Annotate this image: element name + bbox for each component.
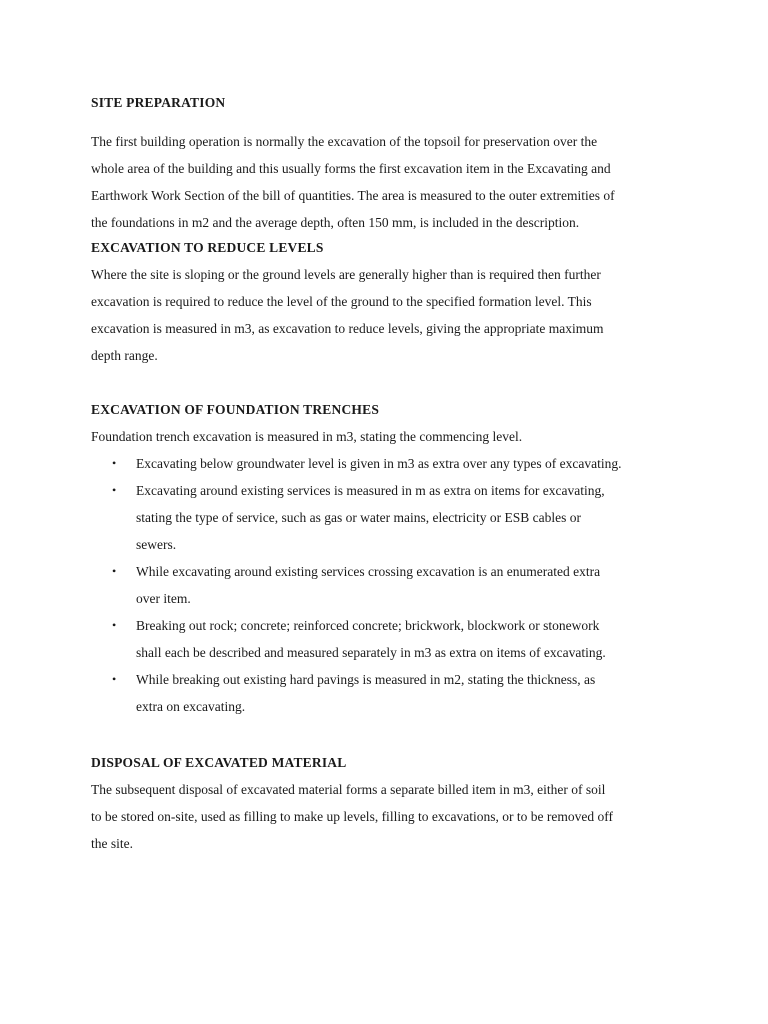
- text-line: excavation is measured in m3, as excavation to reduce levels, giving the appropriate maximum: [91, 321, 604, 336]
- paragraph-foundation-trenches-intro: [91, 423, 522, 450]
- list-item: [91, 450, 691, 477]
- text-line: the site.: [91, 836, 133, 851]
- text-line: The first building operation is normally the excavation of the topsoil for preservation over the: [91, 134, 598, 149]
- paragraph-site-preparation: [91, 128, 615, 236]
- bullet-icon: •: [112, 483, 117, 497]
- text-line: whole area of the building and this usually forms the first excavation item in the Excavating and: [91, 161, 611, 176]
- bullet-icon: •: [112, 672, 117, 686]
- text-line: extra on excavating.: [136, 699, 246, 714]
- list-item: [91, 666, 691, 720]
- text-line: excavation is required to reduce the level of the ground to the specified formation level. This: [91, 294, 592, 309]
- text-line: over item.: [136, 591, 191, 606]
- text-line: Breaking out rock; concrete; reinforced concrete; brickwork, blockwork or stonework: [136, 618, 600, 633]
- text-line: The subsequent disposal of excavated material forms a separate billed item in m3, either of soil: [91, 782, 606, 797]
- text-line: Excavating below groundwater level is given in m3 as extra over any types of excavating.: [136, 456, 622, 471]
- list-item: [91, 612, 691, 666]
- section-heading-site-preparation: SITE PREPARATION: [91, 95, 226, 110]
- bullet-list-foundation-trenches: [91, 450, 691, 720]
- section-heading-foundation-trenches: EXCAVATION OF FOUNDATION TRENCHES: [91, 402, 380, 417]
- text-line: Earthwork Work Section of the bill of quantities. The area is measured to the outer extremities of: [91, 188, 615, 203]
- list-item: [91, 558, 691, 612]
- list-item: [91, 477, 691, 558]
- text-line: sewers.: [136, 537, 177, 552]
- bullet-icon: •: [112, 564, 117, 578]
- text-line: Foundation trench excavation is measured in m3, stating the commencing level.: [91, 429, 523, 444]
- section-heading-disposal: DISPOSAL OF EXCAVATED MATERIAL: [91, 755, 347, 770]
- paragraph-reduce-levels: [91, 261, 603, 369]
- paragraph-disposal: [91, 776, 613, 857]
- text-line: Where the site is sloping or the ground levels are generally higher than is required then further: [91, 267, 601, 282]
- text-line: depth range.: [91, 348, 158, 363]
- text-line: the foundations in m2 and the average depth, often 150 mm, is included in the description.: [91, 215, 580, 230]
- text-line: shall each be described and measured separately in m3 as extra on items of excavating.: [136, 645, 606, 660]
- bullet-icon: •: [112, 618, 117, 632]
- text-line: While excavating around existing services crossing excavation is an enumerated extra: [136, 564, 601, 579]
- bullet-icon: •: [112, 456, 117, 470]
- text-line: While breaking out existing hard pavings is measured in m2, stating the thickness, as: [136, 672, 596, 687]
- text-line: stating the type of service, such as gas or water mains, electricity or ESB cables or: [136, 510, 581, 525]
- text-line: Excavating around existing services is measured in m as extra on items for excavating,: [136, 483, 605, 498]
- text-line: to be stored on-site, used as filling to make up levels, filling to excavations, or to be removed off: [91, 809, 614, 824]
- section-heading-reduce-levels: EXCAVATION TO REDUCE LEVELS: [91, 240, 324, 255]
